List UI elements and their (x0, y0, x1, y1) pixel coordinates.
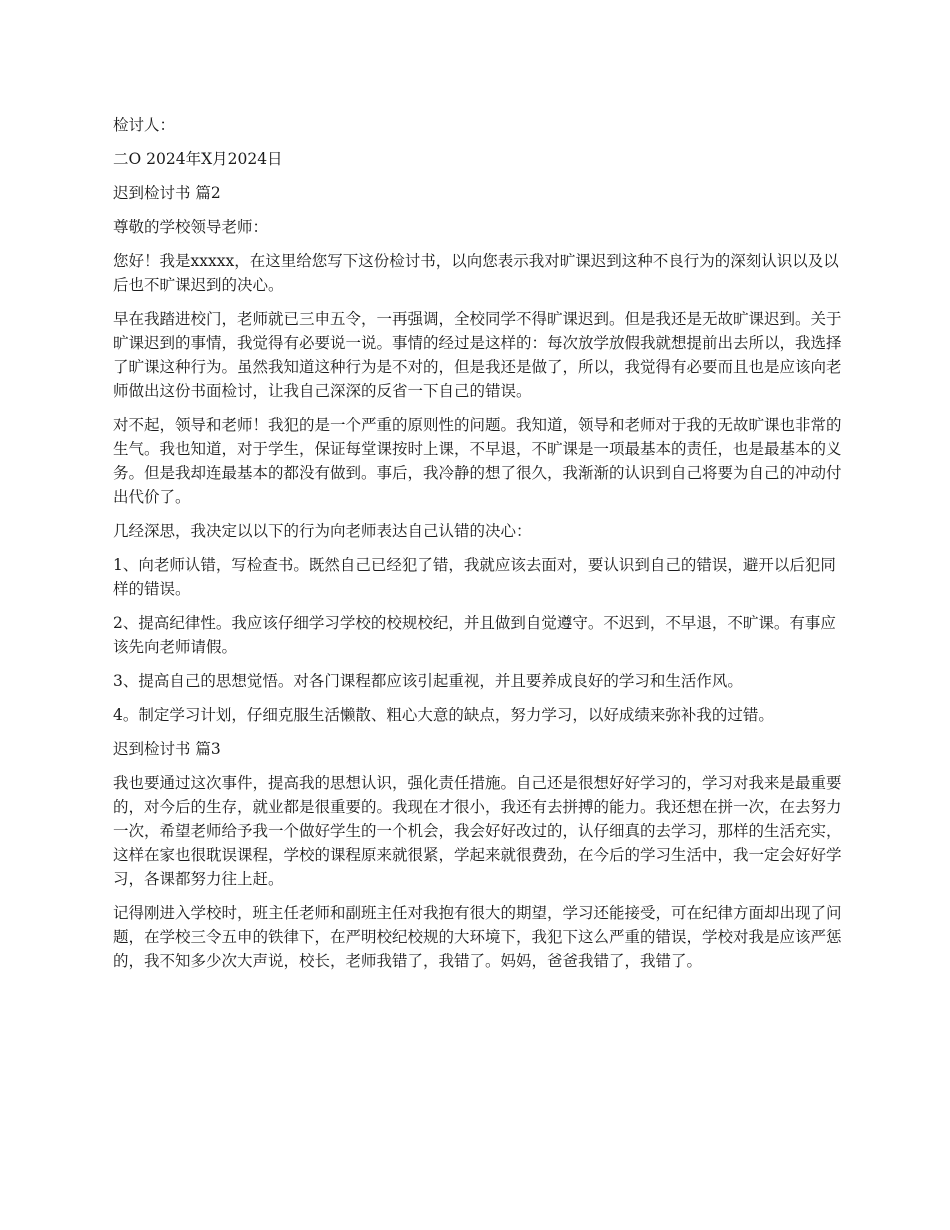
body-paragraph: 对不起，领导和老师！我犯的是一个严重的原则性的问题。我知道，领导和老师对于我的无故旷课也非常的生气。我也知道，对于学生，保证每堂课按时上课，不早退，不旷课是一项最基本的责任，也是最基本的义务。但是我却连最基本的都没有做到。事后，我冷静的想了很久，我渐渐的认识到自己将要为自己的冲动付出代价了。 (113, 416, 842, 506)
salutation: 尊敬的学校领导老师： (113, 218, 269, 236)
section-heading-3: 迟到检讨书 篇3 (113, 740, 221, 758)
list-item: 4。制定学习计划，仔细克服生活懒散、粗心大意的缺点，努力学习，以好成绩来弥补我的过错。 (113, 706, 774, 724)
date-line: 二O 2024年X月2024日 (113, 150, 283, 168)
list-item: 2、提高纪律性。我应该仔细学习学校的校规校纪，并且做到自觉遵守。不迟到，不早退，不旷课。有事应该先向老师请假。 (113, 614, 836, 656)
body-paragraph: 我也要通过这次事件，提高我的思想认识，强化责任措施。自己还是很想好好学习的，学习对我来是最重要的，对今后的生存，就业都是很重要的。我现在才很小，我还有去拼搏的能力。我还想在拼一次，在去努力一次，希望老师给予我一个做好学生的一个机会，我会好好改过的，认仔细真的去学习，那样的生活充实，这样在家也很耽误课程，学校的课程原来就很紧，学起来就很费劲，在今后的学习生活中，我一定会好好学习，各课都努力往上赶。 (113, 774, 842, 888)
body-paragraph: 几经深思，我决定以以下的行为向老师表达自己认错的决心： (113, 522, 532, 540)
document-page (113, 113, 843, 983)
list-item: 3、提高自己的思想觉悟。对各门课程都应该引起重视，并且要养成良好的学习和生活作风。 (113, 672, 743, 690)
reviewer-line: 检讨人： (113, 116, 176, 134)
body-paragraph: 记得刚进入学校时，班主任老师和副班主任对我抱有很大的期望，学习还能接受，可在纪律方面却出现了问题，在学校三令五申的铁律下，在严明校纪校规的大环境下，我犯下这么严重的错误，学校对我是应该严惩的，我不知多少次大声说，校长，老师我错了，我错了。妈妈，爸爸我错了，我错了。 (113, 904, 842, 970)
body-paragraph: 早在我踏进校门，老师就已三申五令，一再强调，全校同学不得旷课迟到。但是我还是无故旷课迟到。关于旷课迟到的事情，我觉得有必要说一说。事情的经过是这样的：每次放学放假我就想提前出去所以，我选择了旷课这种行为。虽然我知道这种行为是不对的，但是我还是做了，所以，我觉得有必要而且也是应该向老师做出这份书面检讨，让我自己深深的反省一下自己的错误。 (113, 310, 842, 400)
list-item: 1、向老师认错，写检查书。既然自己已经犯了错，我就应该去面对，要认识到自己的错误，避开以后犯同样的错误。 (113, 556, 836, 598)
section-heading-2: 迟到检讨书 篇2 (113, 184, 221, 202)
body-paragraph: 您好！我是xxxxx，在这里给您写下这份检讨书，以向您表示我对旷课迟到这种不良行为的深刻认识以及以后也不旷课迟到的决心。 (113, 252, 839, 294)
